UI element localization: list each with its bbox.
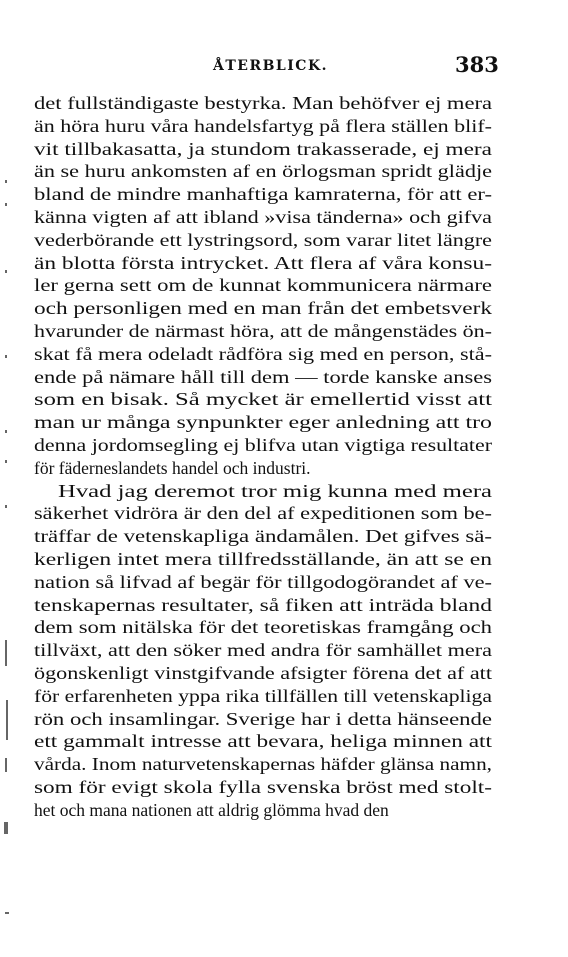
text-line: skat få mera odeladt rådföra sig med en person, stå- <box>34 343 492 364</box>
text-line: vårda. Inom naturvetenskapernas häfder glänsa namn, <box>34 754 492 775</box>
margin-mark <box>6 700 8 740</box>
margin-mark <box>5 460 7 463</box>
text-line: man ur många synpunkter eger anledning att tro <box>34 412 492 433</box>
text-line: ett gammalt intresse att bevara, heliga minnen att <box>34 731 492 752</box>
text-line: nation så lifvad af begär för tillgodogörandet af ve- <box>34 571 493 592</box>
text-line: vit tillbakasatta, ja stundom trakasserade, ej mera <box>34 138 492 159</box>
margin-mark <box>5 270 7 273</box>
text-line: denna jordomsegling ej blifva utan vigtiga resultater <box>34 435 492 455</box>
text-line: kerligen intet mera tillfredsställande, än att se en <box>34 549 492 569</box>
margin-mark <box>5 355 7 358</box>
margin-mark <box>5 203 7 206</box>
margin-mark <box>5 640 7 666</box>
running-head: ÅTERBLICK. <box>213 58 328 74</box>
margin-mark <box>5 912 9 914</box>
text-line: Hvad jag deremot tror mig kunna med mera <box>58 480 493 501</box>
margin-mark <box>5 758 7 772</box>
text-line: bland de mindre manhaftiga kamraterna, för att er- <box>34 184 492 205</box>
margin-mark <box>5 430 7 433</box>
text-line: än se huru ankomsten af en örlogsman spridt glädje <box>34 161 492 182</box>
text-line: rön och insamlingar. Sverige har i detta hänseende <box>34 708 492 729</box>
text-line: för erfarenheten yppa rika tillfällen till vetenskapliga <box>34 685 492 706</box>
text-line: säkerhet vidröra är den del af expeditionen som be- <box>34 503 492 524</box>
text-line: het och mana nationen att aldrig glömma hvad den <box>34 799 389 820</box>
text-line: träffar de vetenskapliga ändamålen. Det gifves sä- <box>34 526 492 547</box>
text-line: det fullständigaste bestyrka. Man behöfver ej mera <box>34 93 492 113</box>
text-line: dem som nitälska för det teoretiskas framgång och <box>34 617 492 638</box>
text-line: tenskapernas resultater, så fiken att inträda bland <box>34 594 492 615</box>
margin-mark <box>5 505 7 508</box>
text-line: ler gerna sett om de kunnat kommunicera närmare <box>34 275 492 296</box>
text-line: och personligen med en man från det embetsverk <box>34 298 492 319</box>
text-line: tillväxt, att den söker med andra för samhället mera <box>34 640 492 661</box>
text-line: vederbörande ett lystringsord, som varar litet längre <box>34 229 492 250</box>
text-line: känna vigten af att ibland »visa tänderna» och gifva <box>34 207 492 227</box>
text-line: än höra huru våra handelsfartyg på flera ställen blif- <box>34 115 492 136</box>
text-line: som för evigt skola fylla svenska bröst med stolt- <box>34 777 492 797</box>
text-line: för fäderneslandets handel och industri. <box>34 457 311 478</box>
text-line: hvarunder de närmast höra, att de mångenstädes ön- <box>34 321 492 341</box>
text-line: ende på nämare håll till dem — torde kanske anses <box>34 366 492 387</box>
text-line: som en bisak. Så mycket är emellertid visst att <box>34 389 492 410</box>
margin-mark <box>4 822 8 834</box>
margin-marks <box>0 0 30 957</box>
text-line: ögonskenligt vinstgifvande afsigter förena det af att <box>34 663 492 683</box>
margin-mark <box>5 180 7 183</box>
page-number: 383 <box>455 52 499 77</box>
text-line: än blotta första intrycket. Att flera af våra konsu- <box>34 252 492 273</box>
